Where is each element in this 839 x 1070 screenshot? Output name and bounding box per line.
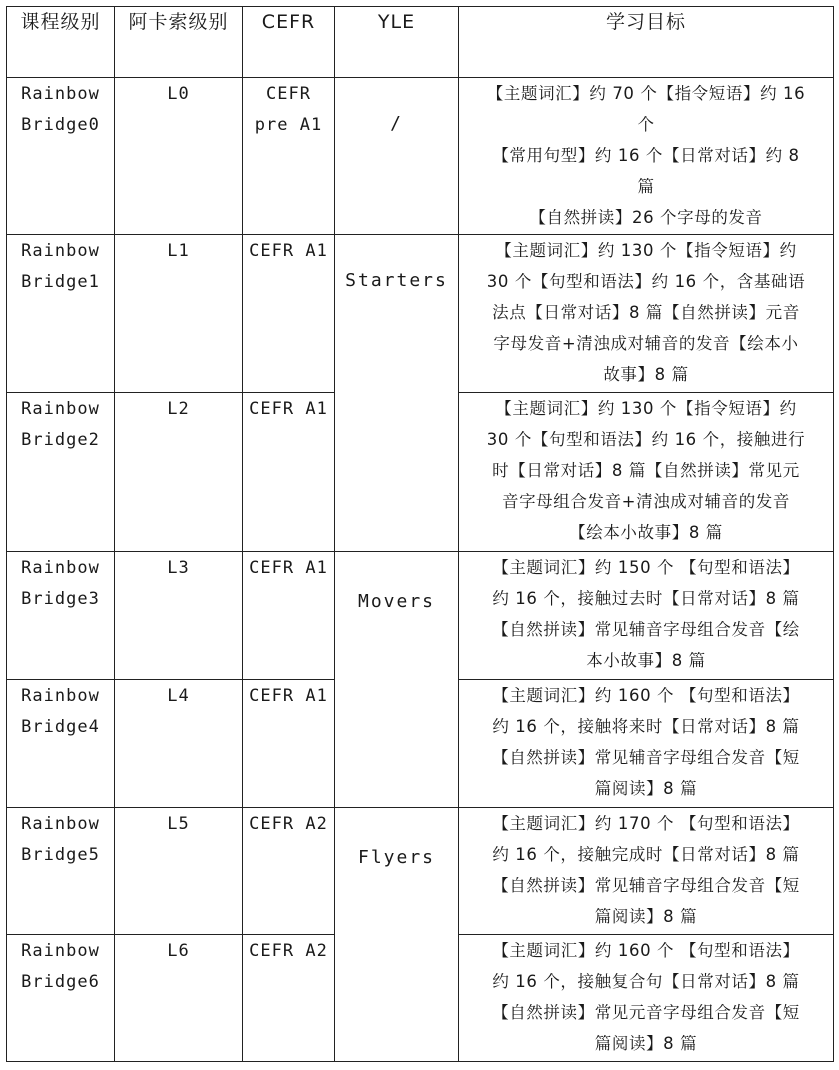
- yle-cell: /: [335, 78, 459, 235]
- goal-line: 【主题词汇】约 70 个【指令短语】约 16: [486, 84, 806, 103]
- yle-movers-label: Movers: [357, 591, 436, 612]
- table-header-row: [7, 7, 834, 78]
- learning-goal-cell: [459, 552, 834, 680]
- table-row: [7, 552, 834, 680]
- course-level-number: Bridge5: [21, 845, 100, 865]
- goal-line: 【绘本小故事】8 篇: [569, 523, 723, 542]
- course-level-cell: [7, 393, 115, 552]
- goal-line: 【自然拼读】常见元音字母组合发音【短: [492, 1003, 800, 1022]
- goal-line: 个: [637, 115, 655, 134]
- akas-level-cell: L5: [115, 808, 243, 935]
- goal-line: 【自然拼读】常见辅音字母组合发音【绘: [492, 620, 800, 639]
- goal-line: 【主题词汇】约 130 个【指令短语】约: [495, 241, 797, 260]
- akas-level-cell: L6: [115, 935, 243, 1062]
- cefr-cell: CEFR A2: [243, 935, 335, 1062]
- goal-line: 本小故事】8 篇: [586, 651, 706, 670]
- course-level-number: Bridge4: [21, 717, 100, 737]
- goal-line: 篇阅读】8 篇: [594, 779, 698, 798]
- cefr-cell: CEFR A1: [243, 393, 335, 552]
- akas-level-cell: L1: [115, 235, 243, 393]
- goal-line: 约 16 个，接触将来时【日常对话】8 篇: [492, 717, 800, 736]
- goal-line: 故事】8 篇: [603, 365, 689, 384]
- yle-cell-starters: [335, 235, 459, 552]
- course-level-name: Rainbow: [21, 686, 100, 706]
- course-level-number: Bridge3: [21, 589, 100, 609]
- cefr-line-1: CEFR: [266, 84, 311, 104]
- learning-goal-cell: [459, 680, 834, 808]
- course-level-number: Bridge0: [21, 115, 100, 135]
- header-cefr: CEFR: [243, 7, 335, 78]
- course-level-cell: [7, 808, 115, 935]
- course-level-name: Rainbow: [21, 558, 100, 578]
- table-row: [7, 78, 834, 235]
- course-level-cell: [7, 552, 115, 680]
- course-level-table: [6, 6, 834, 1062]
- course-level-name: Rainbow: [21, 241, 100, 261]
- cefr-cell: CEFR A1: [243, 552, 335, 680]
- cefr-cell: CEFR A1: [243, 235, 335, 393]
- goal-line: 约 16 个，接触过去时【日常对话】8 篇: [492, 589, 800, 608]
- goal-line: 字母发音+清浊成对辅音的发音【绘本小: [493, 334, 799, 353]
- table-row: [7, 235, 834, 393]
- course-level-name: Rainbow: [21, 814, 100, 834]
- goal-line: 篇阅读】8 篇: [594, 1034, 698, 1053]
- course-level-cell: [7, 935, 115, 1062]
- learning-goal-cell: [459, 808, 834, 935]
- learning-goal-cell: [459, 78, 834, 235]
- yle-cell-flyers: [335, 808, 459, 1062]
- cefr-line-2: pre A1: [254, 115, 323, 135]
- goal-line: 【主题词汇】约 160 个 【句型和语法】: [492, 686, 800, 705]
- learning-goal-cell: [459, 935, 834, 1062]
- yle-cell-movers: [335, 552, 459, 808]
- goal-line: 【常用句型】约 16 个【日常对话】约 8: [492, 146, 800, 165]
- course-level-cell: [7, 235, 115, 393]
- goal-line: 【主题词汇】约 160 个 【句型和语法】: [492, 941, 800, 960]
- course-level-cell: [7, 680, 115, 808]
- goal-line: 时【日常对话】8 篇【自然拼读】常见元: [492, 461, 800, 480]
- goal-line: 30 个【句型和语法】约 16 个，接触进行: [486, 430, 806, 449]
- akas-level-cell: L2: [115, 393, 243, 552]
- header-akas-level: 阿卡索级别: [115, 7, 243, 78]
- goal-line: 【自然拼读】26 个字母的发音: [529, 208, 763, 227]
- yle-starters-label: Starters: [345, 270, 448, 291]
- yle-flyers-label: Flyers: [357, 847, 436, 868]
- cefr-cell: [243, 78, 335, 235]
- learning-goal-cell: [459, 393, 834, 552]
- header-learning-goal: 学习目标: [459, 7, 834, 78]
- header-course-level: 课程级别: [7, 7, 115, 78]
- table-row: [7, 808, 834, 935]
- course-level-number: Bridge1: [21, 272, 100, 292]
- akas-level-cell: L0: [115, 78, 243, 235]
- goal-line: 30 个【句型和语法】约 16 个，含基础语: [486, 272, 806, 291]
- course-level-number: Bridge6: [21, 972, 100, 992]
- cefr-cell: CEFR A2: [243, 808, 335, 935]
- goal-line: 【主题词汇】约 170 个 【句型和语法】: [492, 814, 800, 833]
- akas-level-cell: L4: [115, 680, 243, 808]
- goal-line: 法点【日常对话】8 篇【自然拼读】元音: [492, 303, 800, 322]
- goal-line: 篇阅读】8 篇: [594, 907, 698, 926]
- goal-line: 【主题词汇】约 130 个【指令短语】约: [495, 399, 797, 418]
- header-yle: YLE: [335, 7, 459, 78]
- goal-line: 约 16 个，接触完成时【日常对话】8 篇: [492, 845, 800, 864]
- course-level-name: Rainbow: [21, 941, 100, 961]
- cefr-cell: CEFR A1: [243, 680, 335, 808]
- goal-line: 约 16 个，接触复合句【日常对话】8 篇: [492, 972, 800, 991]
- goal-line: 音字母组合发音+清浊成对辅音的发音: [501, 492, 791, 511]
- course-level-number: Bridge2: [21, 430, 100, 450]
- course-level-name: Rainbow: [21, 399, 100, 419]
- goal-line: 篇: [637, 177, 655, 196]
- course-level-name: Rainbow: [21, 84, 100, 104]
- goal-line: 【自然拼读】常见辅音字母组合发音【短: [492, 748, 800, 767]
- course-level-cell: [7, 78, 115, 235]
- goal-line: 【主题词汇】约 150 个 【句型和语法】: [492, 558, 800, 577]
- goal-line: 【自然拼读】常见辅音字母组合发音【短: [492, 876, 800, 895]
- learning-goal-cell: [459, 235, 834, 393]
- akas-level-cell: L3: [115, 552, 243, 680]
